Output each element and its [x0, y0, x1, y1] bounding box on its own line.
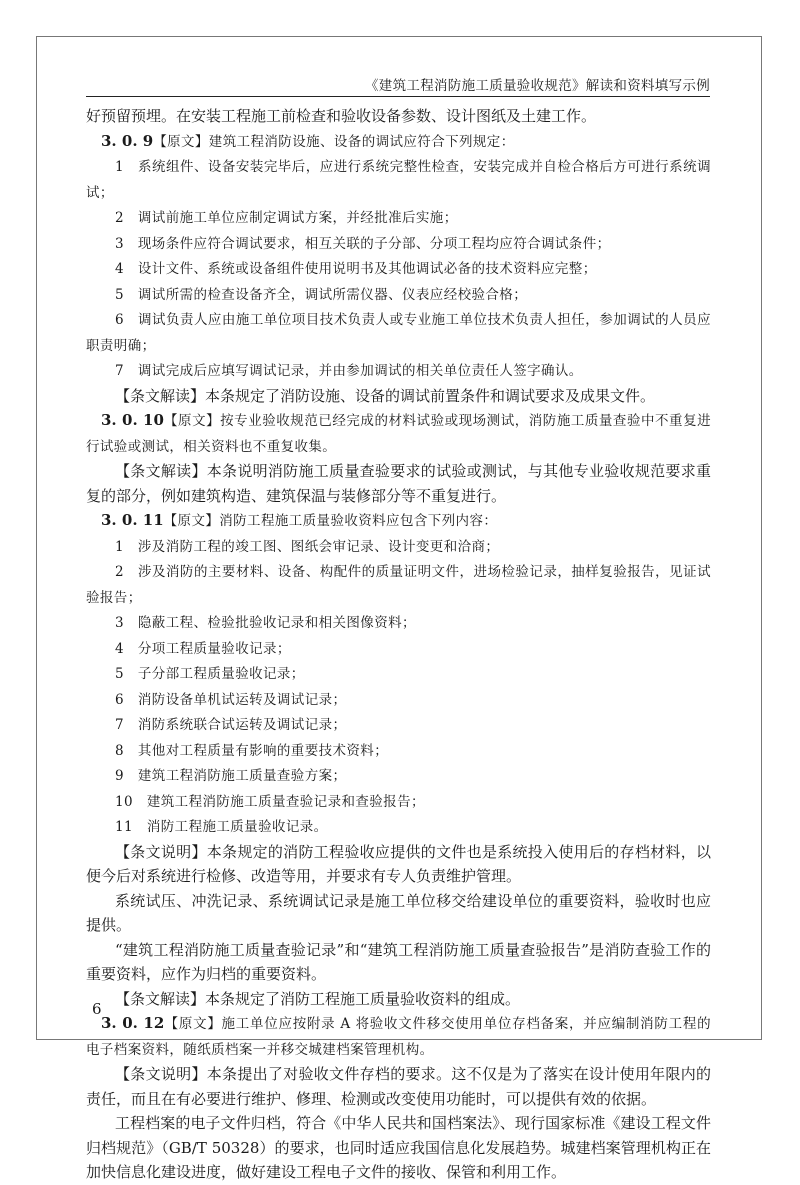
paragraph-text: 工程档案的电子文件归档，符合《中华人民共和国档案法》、现行国家标准《建设工程文件归档规范》（GB/T 50328）的要求，也同时适应我国信息化发展趋势。城建档案管理机构正在加快信息化建设进度，做好建设工程电子文件的接收、保管和利用工作。: [86, 1114, 711, 1181]
clause-paragraph: [86, 256, 711, 282]
paragraph-text: 1 涉及消防工程的竣工图、图纸会审记录、设计变更和洽商；: [115, 538, 500, 555]
body-paragraph: [86, 1062, 711, 1111]
clause-paragraph: [86, 738, 711, 764]
body-paragraph: [86, 889, 711, 938]
clause-paragraph: [86, 154, 711, 205]
body-paragraph: [86, 104, 711, 129]
clause-paragraph: [86, 636, 711, 662]
clause-number: 3. 0. 12: [101, 1014, 165, 1032]
clause-paragraph: [86, 129, 711, 155]
paragraph-text: 【条文解读】本条说明消防施工质量查验要求的试验或测试，与其他专业验收规范要求重复的部分，例如建筑构造、建筑保温与装修部分等不重复进行。: [86, 462, 711, 505]
paragraph-text: 【条文说明】本条规定的消防工程验收应提供的文件也是系统投入使用后的存档材料，以便今后对系统进行检修、改造等用，并要求有专人负责维护管理。: [86, 842, 711, 885]
paragraph-text: 7 消防系统联合试运转及调试记录；: [115, 717, 347, 733]
paragraph-text: 2 调试前施工单位应制定调试方案，并经批准后实施；: [115, 210, 458, 226]
paragraph-text: 【条文解读】本条规定了消防设施、设备的调试前置条件和调试要求及成果文件。: [115, 386, 656, 405]
page-number: 6: [92, 1000, 102, 1018]
paragraph-text: “建筑工程消防施工质量查验记录”和“建筑工程消防施工质量查验报告”是消防查验工作的重要资料，应作为归档的重要资料。: [86, 940, 711, 983]
paragraph-text: 11 消防工程施工质量验收记录。: [115, 819, 328, 835]
clause-paragraph: [86, 205, 711, 231]
clause-paragraph: [86, 408, 711, 459]
body-paragraph: [86, 938, 711, 987]
clause-number: 3. 0. 9: [101, 131, 154, 150]
paragraph-text: 8 其他对工程质量有影响的重要技术资料；: [115, 742, 389, 759]
clause-paragraph: [86, 231, 711, 257]
paragraph-text: 3 现场条件应符合调试要求，相互关联的子分部、分项工程均应符合调试条件；: [115, 235, 611, 252]
clause-paragraph: [86, 559, 711, 610]
paragraph-text: 9 建筑工程消防施工质量查验方案；: [115, 768, 347, 784]
body-paragraph: [86, 840, 711, 889]
paragraph-text: 5 子分部工程质量验收记录；: [115, 666, 305, 682]
body-paragraph: [86, 987, 711, 1012]
paragraph-text: 7 调试完成后应填写调试记录，并由参加调试的相关单位责任人签字确认。: [115, 363, 583, 379]
clause-number: 3. 0. 10: [101, 411, 164, 429]
paragraph-text: 4 设计文件、系统或设备组件使用说明书及其他调试必备的技术资料应完整；: [115, 261, 597, 277]
clause-paragraph: [86, 814, 711, 840]
paragraph-text: 系统试压、冲洗记录、系统调试记录是施工单位移交给建设单位的重要资料，验收时也应提供。: [86, 891, 711, 934]
paragraph-text: 【条文解读】本条规定了消防工程施工质量验收资料的组成。: [115, 989, 521, 1008]
paragraph-text: 6 消防设备单机试运转及调试记录；: [115, 691, 347, 708]
page-content: [86, 104, 711, 1185]
clause-paragraph: [86, 358, 711, 384]
clause-paragraph: [86, 282, 711, 308]
clause-paragraph: [86, 661, 711, 687]
body-paragraph: [86, 1111, 711, 1185]
paragraph-text: 2 涉及消防的主要材料、设备、构配件的质量证明文件，进场检验记录，抽样复验报告，见证试验报告；: [86, 564, 711, 606]
clause-paragraph: [86, 610, 711, 636]
clause-number: 3. 0. 11: [101, 511, 164, 529]
paragraph-text: 1 系统组件、设备安装完毕后，应进行系统完整性检查，安装完成并自检合格后方可进行系统调试；: [86, 159, 711, 201]
running-header: 《建筑工程消防施工质量验收规范》解读和资料填写示例: [365, 78, 710, 94]
header-rule: [86, 96, 710, 97]
clause-paragraph: [86, 789, 711, 815]
paragraph-text: 5 调试所需的检查设备齐全，调试所需仪器、仪表应经校验合格；: [115, 286, 528, 303]
clause-paragraph: [86, 534, 711, 560]
paragraph-text: 好预留预埋。在安装工程施工前检查和验收设备参数、设计图纸及土建工作。: [86, 107, 597, 125]
paragraph-text: 【原文】施工单位应按附录 A 将验收文件移交使用单位存档备案，并应编制消防工程的电子档案资料，随纸质档案一并移交城建档案管理机构。: [86, 1016, 711, 1058]
clause-paragraph: [86, 508, 711, 534]
clause-paragraph: [86, 307, 711, 358]
paragraph-text: 3 隐蔽工程、检验批验收记录和相关图像资料；: [115, 615, 416, 631]
paragraph-text: 【条文说明】本条提出了对验收文件存档的要求。这不仅是为了落实在设计使用年限内的责任，而且在有必要进行维护、修理、检测或改变使用功能时，可以提供有效的依据。: [86, 1065, 711, 1108]
paragraph-text: 6 调试负责人应由施工单位项目技术负责人或专业施工单位技术负责人担任，参加调试的人员应职责明确；: [86, 312, 711, 354]
paragraph-text: 【原文】消防工程施工质量验收资料应包含下列内容：: [163, 513, 498, 529]
paragraph-text: 【原文】按专业验收规范已经完成的材料试验或现场测试，消防施工质量查验中不重复进行试验或测试，相关资料也不重复收集。: [86, 413, 711, 455]
paragraph-text: 【原文】建筑工程消防设施、设备的调试应符合下列规定：: [153, 133, 515, 150]
body-paragraph: [86, 384, 711, 409]
clause-paragraph: [86, 1011, 711, 1062]
clause-paragraph: [86, 763, 711, 789]
clause-paragraph: [86, 687, 711, 713]
paragraph-text: 10 建筑工程消防施工质量查验记录和查验报告；: [115, 793, 425, 810]
clause-paragraph: [86, 712, 711, 738]
body-paragraph: [86, 459, 711, 508]
paragraph-text: 4 分项工程质量验收记录；: [115, 640, 291, 657]
